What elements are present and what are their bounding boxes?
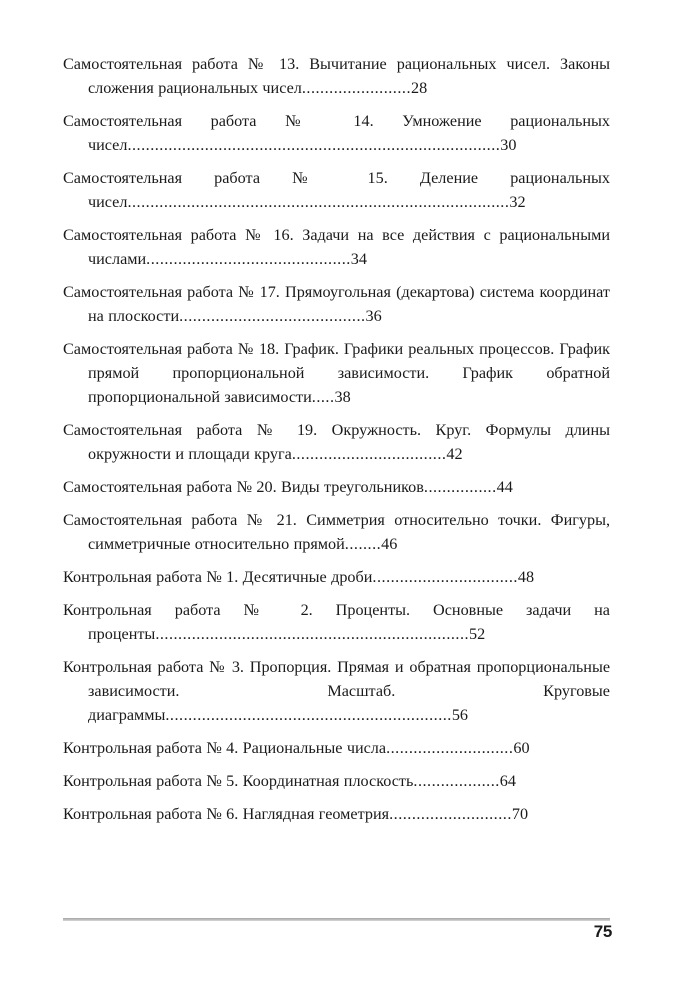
toc-page-number: 52 [469, 625, 486, 643]
toc-dot-leader: .................................. [291, 445, 447, 463]
toc-page-number: 60 [513, 739, 530, 757]
toc-page-number: 32 [509, 193, 526, 211]
toc-page-number: 64 [499, 772, 516, 790]
toc-entry[interactable] [63, 280, 610, 328]
toc-entry[interactable] [63, 337, 610, 409]
toc-page-number: 42 [446, 445, 463, 463]
toc-page-number: 38 [334, 388, 351, 406]
toc-entry[interactable] [63, 475, 610, 499]
toc-dot-leader: ........................ [301, 79, 411, 97]
toc-entry-title: Контрольная работа № 1. Десятичные дроби [63, 568, 373, 586]
page-number: 75 [593, 922, 612, 941]
toc-entry-title: Контрольная работа № 4. Рациональные числа [63, 739, 387, 757]
toc-dot-leader: ........ [344, 535, 382, 553]
toc-entry-title: Самостоятельная работа № 14. Умножение рациональных чисел [63, 112, 610, 154]
toc-dot-leader: ................ [423, 478, 497, 496]
toc-entry-title: Самостоятельная работа № 21. Симметрия относительно точки. Фигуры, симметричные относительно прямой [63, 511, 610, 553]
toc-entry[interactable] [63, 598, 610, 646]
toc-entry[interactable] [63, 52, 610, 100]
toc-entry[interactable] [63, 508, 610, 556]
toc-dot-leader: .................................................................................. [127, 136, 501, 154]
toc-entry[interactable] [63, 655, 610, 727]
toc-page-number: 48 [517, 568, 535, 586]
toc-entry-title: Самостоятельная работа № 13. Вычитание рациональных чисел. Законы сложения рациональных чисел [63, 55, 610, 97]
toc-dot-leader: ............................ [386, 739, 514, 757]
toc-entry[interactable] [63, 565, 610, 589]
toc-entry-title: Контрольная работа № 5. Координатная плоскость [63, 772, 414, 790]
toc-dot-leader: ............................................. [146, 250, 351, 268]
toc-page-number: 28 [410, 79, 428, 97]
toc-page-number: 30 [500, 136, 517, 154]
toc-entry[interactable] [63, 736, 610, 760]
toc-dot-leader: ......................................... [179, 307, 366, 325]
toc-page-number: 36 [365, 307, 382, 325]
toc-dot-leader: ............................................................... [165, 706, 452, 724]
toc-dot-leader: .................................................................................... [127, 193, 510, 211]
toc-page-number: 46 [381, 535, 398, 553]
toc-dot-leader: ................................ [372, 568, 518, 586]
toc-entry-title: Самостоятельная работа № 15. Деление рациональных чисел [63, 169, 610, 211]
toc-dot-leader: ..................................................................... [155, 625, 470, 643]
toc-entry[interactable] [63, 223, 610, 271]
toc-page-number: 70 [511, 805, 529, 823]
toc-entry-title: Контрольная работа № 2. Проценты. Основные задачи на проценты [63, 601, 610, 643]
toc-entry[interactable] [63, 802, 610, 826]
toc-entry[interactable] [63, 418, 610, 466]
toc-entry-title: Самостоятельная работа № 16. Задачи на все действия с рациональными числами [63, 226, 610, 268]
toc-page-number: 34 [350, 250, 367, 268]
toc-dot-leader: ........................... [389, 805, 512, 823]
toc-entry-title: Самостоятельная работа № 19. Окружность. Круг. Формулы длины окружности и площади круга [63, 421, 610, 463]
toc-page-number: 44 [496, 478, 513, 496]
toc-entry-title: Контрольная работа № 3. Пропорция. Прямая и обратная пропорциональные зависимости. Масштаб. Круговые диаграммы [63, 658, 610, 724]
toc-entry[interactable] [63, 769, 610, 793]
toc-entry-title: Самостоятельная работа № 17. Прямоугольная (декартова) система координат на плоскости [63, 283, 610, 325]
toc-entry-title: Контрольная работа № 6. Наглядная геометрия [63, 805, 390, 823]
toc-entry[interactable] [63, 109, 610, 157]
toc-dot-leader: ..... [311, 388, 335, 406]
toc-dot-leader: ................... [413, 772, 500, 790]
footer-divider [63, 918, 610, 921]
toc-entry[interactable] [63, 166, 610, 214]
toc-entry-title: Самостоятельная работа № 18. График. Графики реальных процессов. График прямой пропорциональной зависимости. График обратной пропорциональной зависимости [63, 340, 610, 406]
toc-page-number: 56 [451, 706, 469, 724]
table-of-contents [63, 52, 610, 835]
toc-entry-title: Самостоятельная работа № 20. Виды треугольников [63, 478, 424, 496]
